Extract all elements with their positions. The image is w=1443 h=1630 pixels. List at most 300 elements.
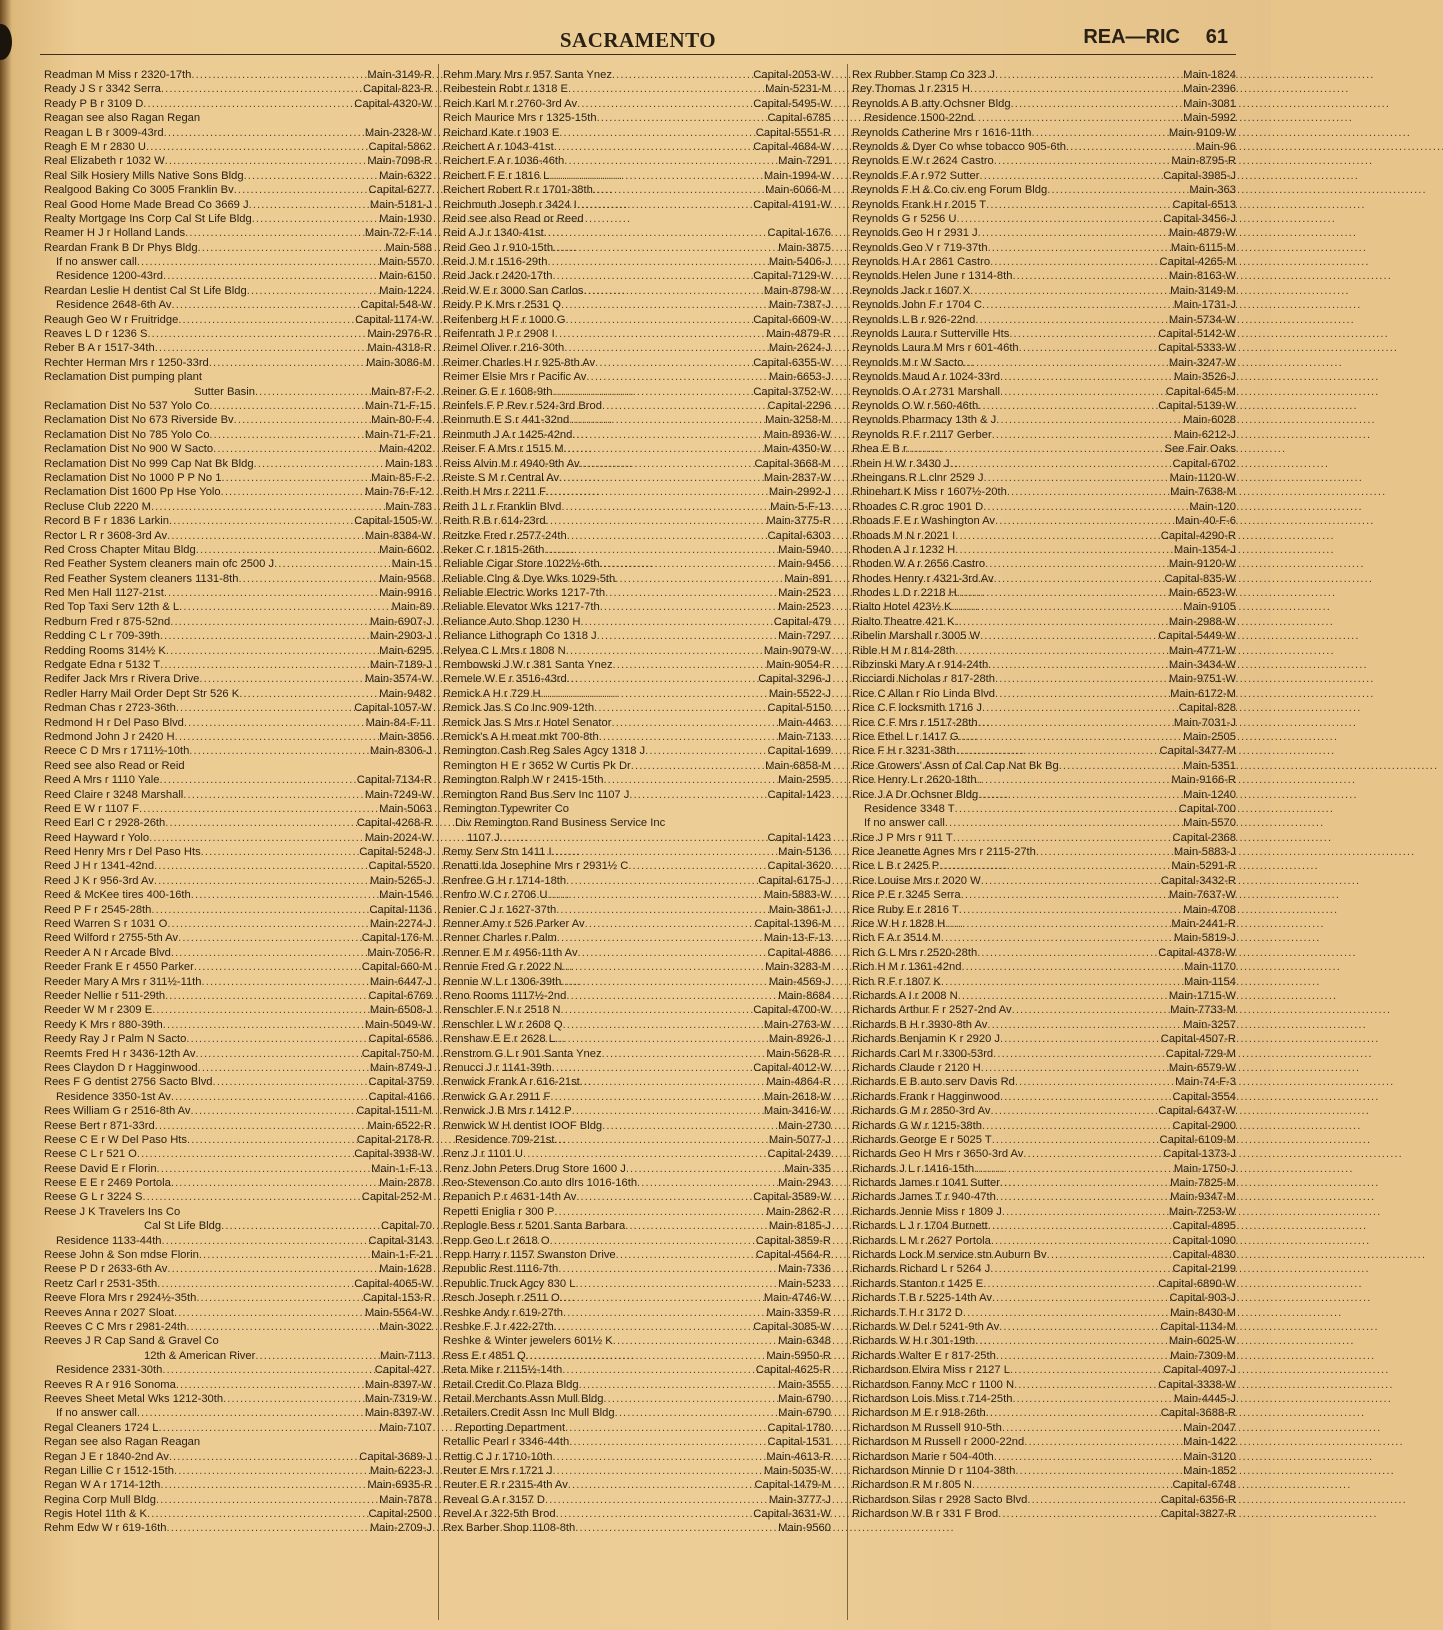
- listing-phone: Main-6447-J: [369, 975, 432, 988]
- listing-phone: Capital-3554: [1172, 1090, 1236, 1103]
- listing-name: Richards T H r 3172 D: [852, 1306, 963, 1319]
- dot-leader: [198, 241, 384, 255]
- listing-phone: Main-6115-M: [1170, 241, 1236, 254]
- listing-name: Reemts Fred H r 3436-12th Av: [44, 1047, 196, 1060]
- listing-entry: [852, 1234, 1236, 1248]
- listing-entry: [44, 644, 432, 658]
- listing-name: Reynolds M r W Sacto: [852, 356, 964, 369]
- listing-name: Reed Wilford r 2755-5th Av: [44, 932, 179, 945]
- dot-leader: [941, 975, 1182, 989]
- listing-phone: Capital-2296: [767, 399, 831, 412]
- listing-entry: [443, 946, 831, 960]
- dot-leader: [560, 1291, 762, 1305]
- listing-phone: Main-6907-J: [369, 615, 432, 628]
- listing-entry: [44, 1464, 432, 1478]
- listing-name: Reeves Anna r 2027 Sloat: [44, 1306, 174, 1319]
- listing-phone: Main-4708: [1183, 903, 1236, 916]
- listing-phone: Main-8749-J: [369, 1061, 432, 1074]
- dot-leader: [247, 284, 377, 298]
- listing-entry: [852, 874, 1236, 888]
- listing-entry: [443, 1320, 831, 1334]
- listing-phone: Capital-6748: [1172, 1479, 1236, 1492]
- listing-name: Rice L B r 2425 P: [852, 860, 940, 873]
- listing-entry: [443, 831, 831, 845]
- listing-phone: Capital-1676: [767, 227, 831, 240]
- listing-entry: [443, 1075, 831, 1089]
- listing-name: Recluse Club 2220 M: [44, 500, 151, 513]
- dot-leader: [174, 1306, 363, 1320]
- dot-leader: [993, 1047, 1164, 1061]
- dot-leader: [552, 1061, 752, 1075]
- dot-leader: [223, 1392, 363, 1406]
- listing-phone: Main-3856: [379, 730, 432, 743]
- dot-leader: [160, 658, 368, 672]
- listing-entry: [443, 1464, 831, 1478]
- listing-name: Rich G L Mrs r 2520-28th: [852, 946, 978, 959]
- listing-name: Richards G M r 2850-3rd Av: [852, 1105, 991, 1118]
- listing-name: Reagan L B r 3009-43rd: [44, 126, 164, 139]
- listing-name: Rhoads M N r 2021 I: [852, 529, 956, 542]
- dot-leader: [137, 255, 377, 269]
- listing-name: Rhinehart K Miss r 1607½-20th: [852, 486, 1007, 499]
- listing-name: Richards Jennie Miss r 1809 J: [852, 1205, 1002, 1218]
- listing-phone: Main-9751-W: [1168, 673, 1236, 686]
- listing-phone: Main-8798-W: [763, 284, 831, 297]
- listing-entry: [443, 917, 831, 931]
- listing-entry: [852, 946, 1236, 960]
- dot-leader: [575, 1277, 776, 1291]
- listing-name: Rice Growers' Assn of Cal Cap Nat Bk Bg: [852, 759, 1059, 772]
- listing-name: Richards Claude r 2120 H: [852, 1061, 981, 1074]
- dot-leader: [1015, 1075, 1173, 1089]
- listing-entry: [852, 917, 1236, 931]
- dot-leader: [1019, 341, 1157, 355]
- listing-phone: Capital-3143: [368, 1234, 432, 1247]
- listing-entry: [852, 399, 1236, 413]
- dot-leader: [955, 543, 1172, 557]
- dot-leader: [165, 154, 366, 168]
- dot-leader: [605, 586, 776, 600]
- listing-entry: [443, 788, 831, 802]
- listing-column-1: [44, 68, 432, 1536]
- listing-phone: Main-3149-M: [1170, 284, 1236, 297]
- dot-leader: [1047, 183, 1187, 197]
- dot-leader: [580, 615, 771, 629]
- dot-leader: [165, 816, 354, 830]
- listing-phone: Capital-2368: [1172, 831, 1236, 844]
- dot-leader: [941, 931, 1172, 945]
- listing-phone: Capital-5248-J: [359, 846, 432, 859]
- listing-phone: Main-7098-R: [367, 155, 432, 168]
- listing-name: Reedy K Mrs r 880-39th: [44, 1018, 163, 1031]
- listing-name: Ready P B r 3109 D: [44, 97, 144, 110]
- dot-leader: [239, 687, 377, 701]
- listing-entry: [443, 356, 831, 370]
- listing-phone: Main-2730: [778, 1119, 831, 1132]
- dot-leader: [541, 687, 767, 701]
- listing-entry: [852, 298, 1236, 312]
- dot-leader: [998, 1507, 1159, 1521]
- listing-name: Rhoads F E r Washington Av: [852, 515, 996, 528]
- dot-leader: [961, 888, 1167, 902]
- listing-phone: Main-2992-J: [768, 486, 831, 499]
- dot-leader: [221, 485, 363, 499]
- listing-phone: Capital-5139-W: [1158, 399, 1236, 412]
- listing-entry: [44, 788, 432, 802]
- listing-entry: [44, 284, 432, 298]
- dot-leader: [994, 1450, 1181, 1464]
- listing-entry: [852, 744, 1236, 758]
- listing-entry: [443, 1205, 831, 1219]
- listing-name: Rice J P Mrs r 911 T: [852, 831, 953, 844]
- listing-name: Reiste S M r Central Av: [443, 471, 560, 484]
- listing-entry: [852, 586, 1236, 600]
- listing-name: Renwick G A r 2911 F: [443, 1090, 551, 1103]
- listing-column-2: [443, 68, 831, 1536]
- listing-phone: Main-1170: [1183, 961, 1236, 974]
- dot-leader: [164, 126, 363, 140]
- listing-entry: [44, 485, 432, 499]
- dot-leader: [972, 1478, 1171, 1492]
- listing-phone: Main-5231-M: [765, 83, 831, 96]
- listing-entry: [44, 701, 432, 715]
- listing-name: Reith J L r Franklin Blvd: [443, 500, 562, 513]
- listing-name: Regan J E r 1840-2nd Av: [44, 1450, 169, 1463]
- listing-name: Reid Jack r 2420-17th: [443, 270, 553, 283]
- listing-entry: [852, 385, 1236, 399]
- listing-name: Reliance Lithograph Co 1318 J: [443, 630, 597, 643]
- listing-name: Reynolds L B r 926-22nd: [852, 313, 976, 326]
- listing-phone: Main-2988-W: [1168, 615, 1236, 628]
- dot-leader: [547, 255, 766, 269]
- listing-phone: Main-4569-J: [768, 975, 831, 988]
- listing-entry: [443, 1334, 831, 1348]
- dot-leader: [149, 831, 363, 845]
- listing-entry: [443, 1133, 831, 1147]
- listing-phone: Main-9456: [778, 558, 831, 571]
- dot-leader: [151, 903, 367, 917]
- listing-entry: [443, 284, 831, 298]
- dot-leader: [566, 989, 776, 1003]
- listing-name: Regan Lillie C r 1512-15th: [44, 1464, 174, 1477]
- dot-leader: [1007, 485, 1168, 499]
- listing-phone: Main-7253-W: [1168, 1205, 1236, 1218]
- dot-leader: [563, 1306, 764, 1320]
- listing-entry: [443, 1306, 831, 1320]
- listing-entry: [852, 341, 1236, 355]
- listing-entry: [44, 931, 432, 945]
- dot-leader: [547, 888, 761, 902]
- listing-phone: Main-7291: [778, 155, 831, 168]
- listing-entry: [852, 1032, 1236, 1046]
- listing-entry: [852, 1075, 1236, 1089]
- listing-name: Remington Typewriter Co: [443, 802, 570, 815]
- listing-phone: Capital-6437-W: [1158, 1105, 1236, 1118]
- listing-name: Richards Lock M service stn Auburn Bv: [852, 1249, 1047, 1262]
- listing-entry: [44, 428, 432, 442]
- dot-leader: [566, 313, 752, 327]
- listing-entry: [44, 1047, 432, 1061]
- dot-leader: [613, 658, 765, 672]
- listing-phone: Main-2878: [379, 1177, 432, 1190]
- listing-entry: [44, 1521, 432, 1535]
- dot-leader: [160, 1478, 365, 1492]
- dot-leader: [564, 341, 767, 355]
- listing-name: Reclamation Dist pumping plant: [44, 371, 202, 384]
- listing-name: Red Feather System cleaners 1131-8th: [44, 572, 239, 585]
- dot-leader: [176, 1378, 363, 1392]
- dot-leader: [255, 385, 369, 399]
- listing-phone: Capital-4097-J: [1163, 1364, 1236, 1377]
- listing-name: Richards T B r 5225-14th Av: [852, 1292, 992, 1305]
- listing-phone: Main-1224: [379, 284, 432, 297]
- listing-phone: Capital-70: [381, 1220, 432, 1233]
- listing-name: Renwick Frank A r 616-21st: [443, 1076, 580, 1089]
- listing-entry: [44, 471, 432, 485]
- listing-entry: [852, 773, 1236, 787]
- dot-leader: [202, 975, 368, 989]
- listing-name: Rees William G r 2516-8th Av: [44, 1105, 191, 1118]
- listing-phone: Main-3120: [1183, 1450, 1236, 1463]
- listing-phone: Main-4879-R: [766, 328, 831, 341]
- listing-entry: [44, 1435, 432, 1449]
- listing-entry: [44, 658, 432, 672]
- listing-name: Rex Barber Shop 1108-8th: [443, 1522, 576, 1535]
- dot-leader: [559, 471, 762, 485]
- listing-name: Redmond John J r 2420 H: [44, 730, 175, 743]
- listing-phone: Capital-4378-W: [1158, 946, 1236, 959]
- listing-entry: [44, 442, 432, 456]
- dot-leader: [1032, 126, 1167, 140]
- listing-name: Reith R B r 614-23rd: [443, 515, 546, 528]
- dot-leader: [569, 1435, 765, 1449]
- listing-name: Rich H M r 1361-42nd: [852, 961, 962, 974]
- dot-leader: [171, 1176, 377, 1190]
- listing-name: Readman M Miss r 2320-17th: [44, 69, 192, 81]
- listing-entry: [44, 97, 432, 111]
- listing-phone: Main-7336: [778, 1263, 831, 1276]
- dot-leader: [1012, 1003, 1168, 1017]
- listing-name: Residence 3350-1st Av: [56, 1090, 171, 1103]
- listing-phone: Main-6223-J: [369, 1464, 432, 1477]
- dot-leader: [151, 500, 383, 514]
- listing-phone: Main-1-F-13: [371, 1162, 432, 1175]
- listing-name: Rhea E B r: [852, 443, 907, 456]
- listing-phone: Main-8163-W: [1168, 270, 1236, 283]
- listing-phone: Main-5233: [778, 1277, 831, 1290]
- dot-leader: [199, 672, 362, 686]
- listing-phone: Capital-4268-R: [356, 817, 432, 830]
- listing-phone: Main-335: [784, 1162, 831, 1175]
- listing-phone: Main-3775-R: [766, 515, 831, 528]
- listing-name: Richards Frank r Hagginwood: [852, 1090, 1000, 1103]
- listing-name: Reinmuth E S r 441-32nd: [443, 414, 570, 427]
- listing-entry: [443, 1061, 831, 1075]
- listing-entry: [852, 356, 1236, 370]
- dot-leader: [961, 960, 1182, 974]
- page-binding-shadow: [0, 0, 12, 1630]
- dot-leader: [159, 773, 354, 787]
- listing-entry: [44, 975, 432, 989]
- listing-name: Rhoden A J r 1232 H: [852, 543, 956, 556]
- listing-name: Renfro W C r 2706 U: [443, 889, 548, 902]
- dot-leader: [198, 1061, 368, 1075]
- listing-entry: [852, 154, 1236, 168]
- listing-entry: [852, 269, 1236, 283]
- listing-name: Richards J L r 1416-15th: [852, 1162, 975, 1175]
- dot-leader: [990, 1104, 1156, 1118]
- listing-name: Richards Arthur F r 2527-2nd Av: [852, 1004, 1012, 1017]
- listing-entry: [443, 154, 831, 168]
- listing-entry: [443, 471, 831, 485]
- dot-leader: [945, 917, 1169, 931]
- listing-phone: Main-71-F-21: [364, 428, 432, 441]
- listing-phone: Capital-4290-R: [1160, 529, 1236, 542]
- listing-name: Reaugh Geo W r Fruitridge: [44, 313, 179, 326]
- dot-leader: [954, 615, 1166, 629]
- listing-entry: [44, 816, 432, 830]
- listing-name: Retail Merchants Assn Mull Bldg: [443, 1392, 604, 1405]
- listing-entry: [852, 931, 1236, 945]
- dot-leader: [221, 471, 369, 485]
- listing-phone: See Fair Oaks: [1164, 443, 1236, 456]
- listing-phone: Capital-1511-M: [356, 1105, 432, 1118]
- dot-leader: [594, 701, 765, 715]
- dot-leader: [602, 1047, 765, 1061]
- listing-phone: Main-2943: [778, 1177, 831, 1190]
- dot-leader: [987, 1018, 1181, 1032]
- dot-leader: [626, 1162, 783, 1176]
- listing-phone: Capital-4886: [767, 946, 831, 959]
- dot-leader: [554, 140, 752, 154]
- dot-leader: [567, 672, 756, 686]
- listing-entry: [852, 284, 1236, 298]
- dot-leader: [986, 198, 1170, 212]
- listing-phone: Main-9120-W: [1168, 558, 1236, 571]
- listing-name: Reetz Carl r 2531-35th: [44, 1277, 158, 1290]
- listing-phone: Capital-6586: [368, 1033, 432, 1046]
- listing-phone: Main-85-F-2: [371, 471, 432, 484]
- listing-entry: [852, 111, 1236, 125]
- listing-name: Residence 2648-6th Av: [56, 299, 172, 312]
- listing-phone: Main-6935-R: [367, 1479, 432, 1492]
- dot-leader: [986, 1406, 1159, 1420]
- listing-name: Rhodes Henry r 4321-3rd Av: [852, 572, 994, 585]
- listing-entry: [443, 1104, 831, 1118]
- listing-entry: [44, 341, 432, 355]
- listing-phone: Main-8926-J: [768, 1033, 831, 1046]
- listing-phone: Capital-6303: [767, 529, 831, 542]
- listing-entry: [852, 1378, 1236, 1392]
- listing-name: Reynolds H A r 2861 Castro: [852, 256, 991, 269]
- listing-entry: [852, 140, 1236, 154]
- listing-phone: Main-2763-W: [763, 1018, 831, 1031]
- listing-name: Renier C J r 1627-37th: [443, 903, 557, 916]
- listing-name: Remick's A H meat mkt 700-8th: [443, 730, 599, 743]
- listing-phone: Main-3861-J: [768, 903, 831, 916]
- listing-phone: Main-5265-J: [369, 874, 432, 887]
- dot-leader: [561, 1003, 752, 1017]
- listing-phone: Main-87-F-2: [371, 385, 432, 398]
- dot-leader: [1066, 140, 1194, 154]
- dot-leader: [157, 1277, 352, 1291]
- listing-name: Reese E E r 2469 Portola: [44, 1177, 171, 1190]
- listing-name: Reeve Flora Mrs r 2924½-35th: [44, 1292, 197, 1305]
- listing-entry: [44, 1090, 432, 1104]
- listing-name: Richardson Elvira Miss r 2127 L: [852, 1364, 1010, 1377]
- listing-name: Realgood Baking Co 3005 Franklin Bv: [44, 184, 234, 197]
- listing-phone: Main-588: [385, 241, 432, 254]
- listing-phone: Main-5136: [778, 846, 831, 859]
- dot-leader: [994, 572, 1163, 586]
- listing-phone: Main-2903-J: [369, 630, 432, 643]
- dot-leader: [995, 68, 1181, 82]
- dot-leader: [995, 687, 1168, 701]
- dot-leader: [162, 1363, 372, 1377]
- listing-phone: Capital-828: [1178, 702, 1236, 715]
- dot-leader: [183, 788, 363, 802]
- listing-phone: Main-15: [391, 558, 432, 571]
- listing-entry: [852, 658, 1236, 672]
- listing-phone: Main-1546: [379, 889, 432, 902]
- dot-leader: [552, 385, 751, 399]
- dot-leader: [184, 716, 364, 730]
- listing-name: Reimel Oliver r 216-30th: [443, 342, 565, 355]
- listing-phone: Main-2523: [778, 587, 831, 600]
- listing-name: Rice C F locksmith 1716 J: [852, 702, 982, 715]
- listing-name: Repetti Eniglia r 300 P: [443, 1205, 555, 1218]
- dot-leader: [185, 226, 363, 240]
- listing-entry: [44, 212, 432, 226]
- listing-name: Richards Carl M r 3300-53rd: [852, 1047, 994, 1060]
- listing-phone: Capital-645-M: [1165, 385, 1236, 398]
- listing-entry: [44, 457, 432, 471]
- listing-name: Real Good Home Made Bread Co 3669 J: [44, 198, 249, 211]
- listing-phone: Capital-3688-R: [1160, 1407, 1236, 1420]
- dot-leader: [1015, 1464, 1181, 1478]
- dot-leader: [561, 500, 768, 514]
- listing-name: Reiss Alvin M r 4940-9th Av: [443, 457, 580, 470]
- listing-name: Rennie Fred G r 2022 N: [443, 961, 563, 974]
- listing-name: Redburn Fred r 875-52nd: [44, 615, 171, 628]
- listing-entry: [44, 1349, 432, 1363]
- listing-name: Reece C D Mrs r 1711½-10th: [44, 745, 190, 758]
- listing-name: Rible H M r 814-28th: [852, 644, 956, 657]
- dot-leader: [1023, 1147, 1161, 1161]
- listing-name: Remington H E r 3652 W Curtis Pk Dr: [443, 759, 631, 772]
- listing-name: Rechter Herman Mrs r 1250-33rd: [44, 356, 209, 369]
- listing-entry: [852, 1507, 1236, 1521]
- listing-phone: Main-6322: [379, 169, 432, 182]
- dot-leader: [154, 874, 368, 888]
- listing-name: Retailers Credit Assn Inc Mull Bldg: [443, 1407, 615, 1420]
- listing-phone: Capital-4564-R: [755, 1249, 831, 1262]
- listing-entry: [44, 1147, 432, 1161]
- dot-leader: [526, 1349, 765, 1363]
- dot-leader: [579, 1378, 777, 1392]
- listing-entry: [852, 960, 1236, 974]
- listing-name: Richardson M Russell 910-5th: [852, 1421, 1002, 1434]
- listing-phone: Main-4202: [379, 443, 432, 456]
- dot-leader: [187, 1133, 355, 1147]
- listing-entry: [44, 1162, 432, 1176]
- dot-leader: [1024, 1435, 1181, 1449]
- listing-entry: [44, 543, 432, 557]
- listing-phone: Main-2505: [1183, 730, 1236, 743]
- listing-entry: [44, 557, 432, 571]
- dot-leader: [576, 1190, 751, 1204]
- listing-phone: Main-3526-J: [1173, 371, 1236, 384]
